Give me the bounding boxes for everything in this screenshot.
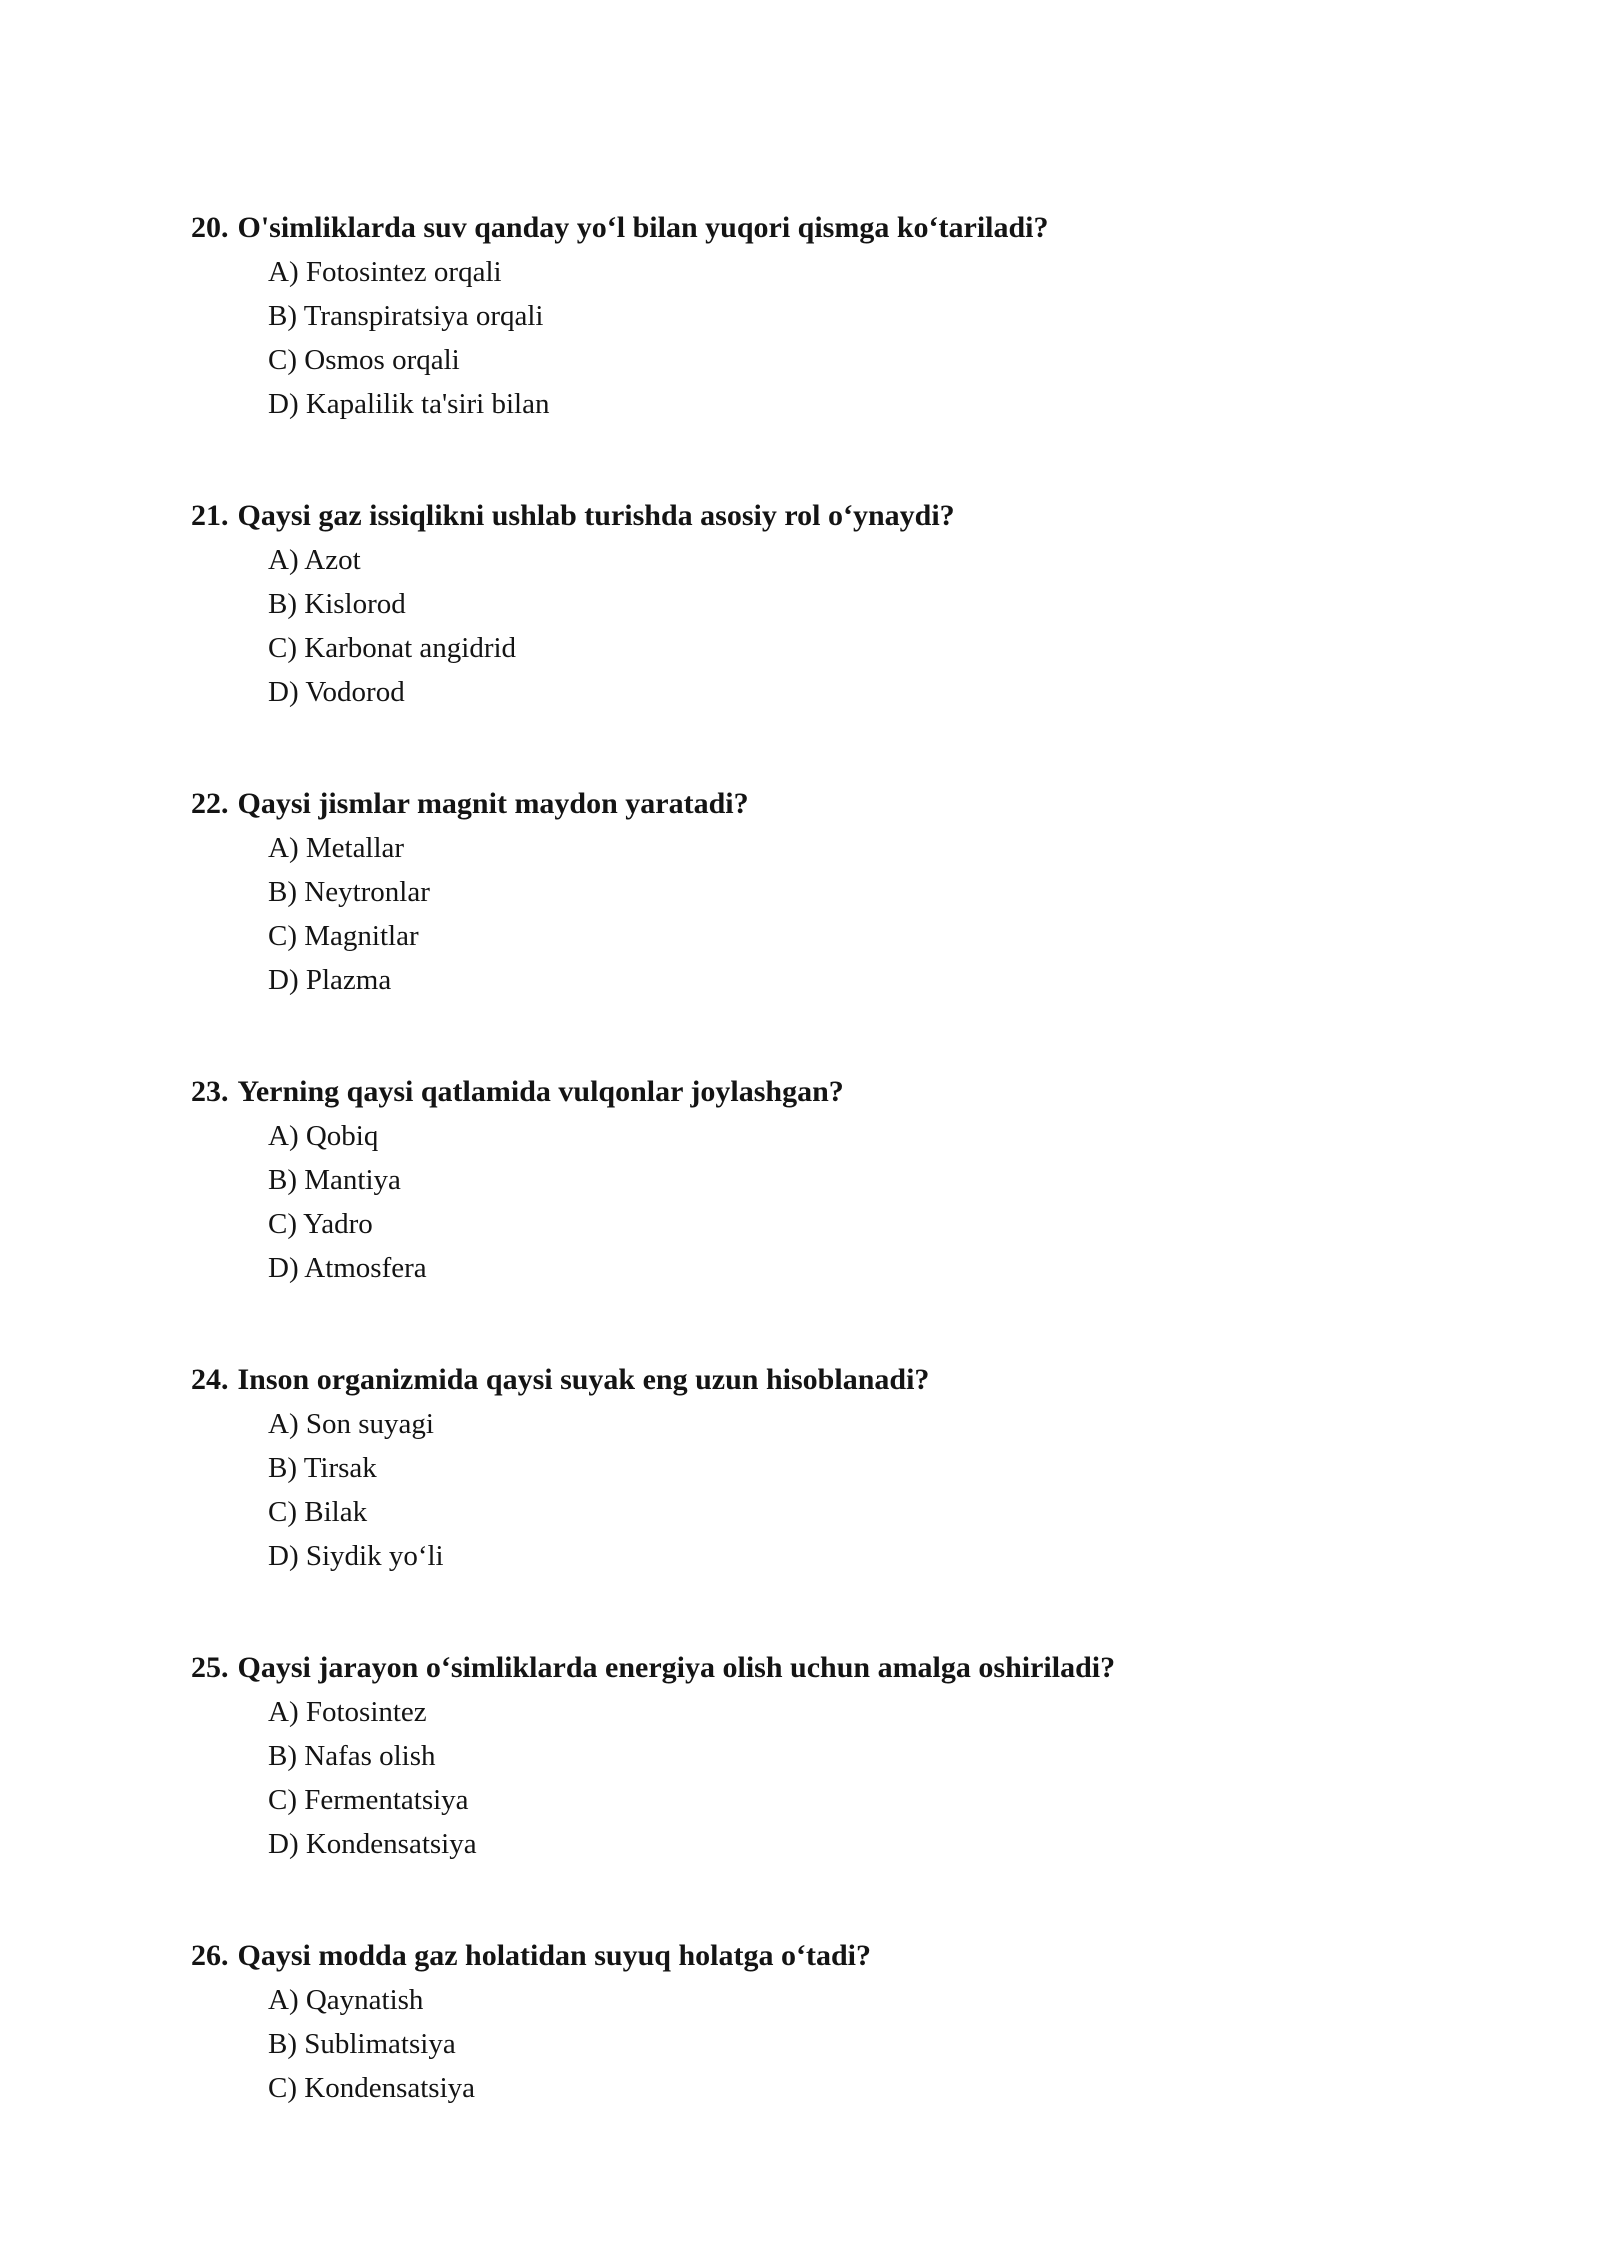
answer-option-c: C) Kondensatsiya [268, 2072, 475, 2104]
question-text: Yerning qaysi qatlamida vulqonlar joylashgan? [237, 1075, 844, 1108]
question-number: 24. [191, 1363, 229, 1396]
answer-options [191, 1978, 1491, 2110]
question-list [191, 206, 1491, 2222]
answer-option-b: B) Sublimatsiya [268, 2028, 456, 2060]
answer-option-b: B) Neytronlar [268, 876, 430, 908]
answer-option-c: C) Bilak [268, 1496, 368, 1528]
question-title [191, 1070, 1491, 1114]
answer-option-d: D) Kapalilik ta'siri bilan [268, 388, 550, 420]
question-22 [191, 782, 1491, 1070]
question-text: Qaysi modda gaz holatidan suyuq holatga o‘tadi? [237, 1939, 871, 1972]
answer-option-b: B) Transpiratsiya orqali [268, 300, 544, 332]
answer-options [191, 826, 1491, 1002]
answer-option-c: C) Osmos orqali [268, 344, 460, 376]
question-title [191, 1646, 1491, 1690]
question-26 [191, 1934, 1491, 2222]
question-25 [191, 1646, 1491, 1934]
answer-option-b: B) Nafas olish [268, 1740, 436, 1772]
question-number: 20. [191, 211, 229, 244]
answer-option-d: D) Vodorod [268, 676, 405, 708]
question-title [191, 782, 1491, 826]
answer-options [191, 538, 1491, 714]
answer-option-a: A) Qobiq [268, 1120, 379, 1152]
question-21 [191, 494, 1491, 782]
answer-option-a: A) Son suyagi [268, 1408, 434, 1440]
question-20 [191, 206, 1491, 494]
question-number: 26. [191, 1939, 229, 1972]
answer-option-a: A) Qaynatish [268, 1984, 424, 2016]
answer-option-b: B) Mantiya [268, 1164, 401, 1196]
answer-option-a: A) Azot [268, 544, 361, 576]
answer-option-c: C) Fermentatsiya [268, 1784, 469, 1816]
question-text: O'simliklarda suv qanday yo‘l bilan yuqori qismga ko‘tariladi? [237, 211, 1049, 244]
answer-option-a: A) Metallar [268, 832, 405, 864]
answer-option-b: B) Tirsak [268, 1452, 377, 1484]
question-number: 25. [191, 1651, 229, 1684]
question-text: Qaysi jismlar magnit maydon yaratadi? [237, 787, 749, 820]
question-text: Qaysi gaz issiqlikni ushlab turishda asosiy rol o‘ynaydi? [237, 499, 955, 532]
answer-option-d: D) Plazma [268, 964, 392, 996]
answer-options [191, 1402, 1491, 1578]
answer-option-d: D) Kondensatsiya [268, 1828, 477, 1860]
answer-options [191, 250, 1491, 426]
question-number: 21. [191, 499, 229, 532]
question-number: 23. [191, 1075, 229, 1108]
answer-option-d: D) Siydik yo‘li [268, 1540, 444, 1572]
answer-option-c: C) Magnitlar [268, 920, 419, 952]
question-title [191, 1934, 1491, 1978]
answer-option-b: B) Kislorod [268, 588, 406, 620]
answer-options [191, 1114, 1491, 1290]
question-24 [191, 1358, 1491, 1646]
question-title [191, 1358, 1491, 1402]
question-number: 22. [191, 787, 229, 820]
question-title [191, 206, 1491, 250]
answer-option-c: C) Yadro [268, 1208, 373, 1240]
answer-option-a: A) Fotosintez orqali [268, 256, 502, 288]
answer-option-c: C) Karbonat angidrid [268, 632, 517, 664]
question-text: Qaysi jarayon o‘simliklarda energiya olish uchun amalga oshiriladi? [237, 1651, 1116, 1684]
answer-options [191, 1690, 1491, 1866]
question-title [191, 494, 1491, 538]
question-23 [191, 1070, 1491, 1358]
answer-option-d: D) Atmosfera [268, 1252, 427, 1284]
question-text: Inson organizmida qaysi suyak eng uzun hisoblanadi? [237, 1363, 930, 1396]
answer-option-a: A) Fotosintez [268, 1696, 427, 1728]
